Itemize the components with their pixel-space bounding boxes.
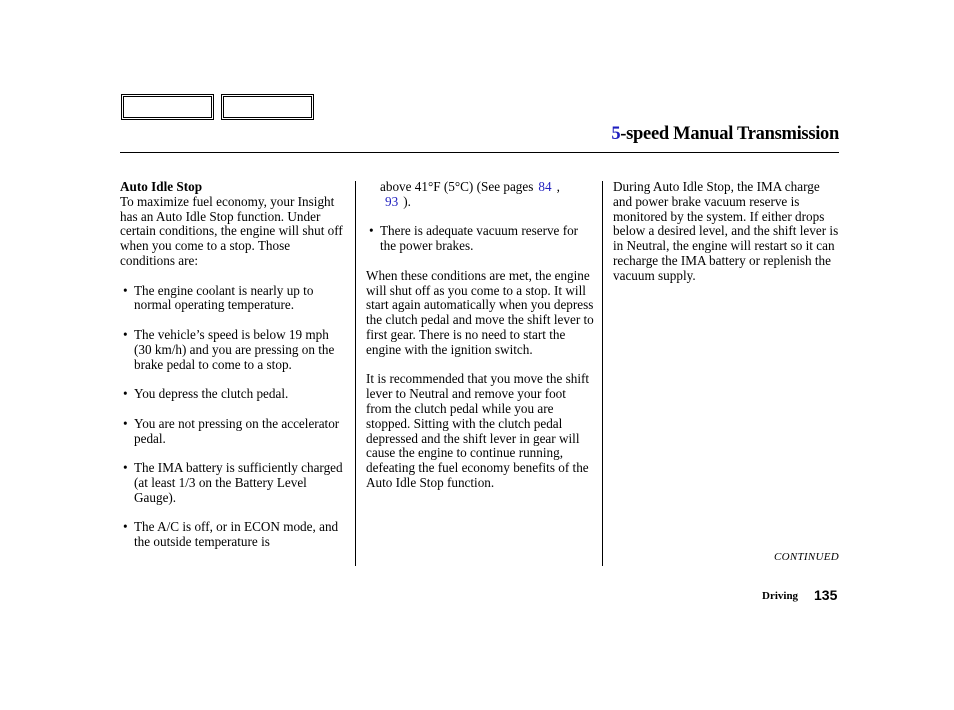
section-heading: Auto Idle Stop (120, 179, 203, 194)
footer-section-name: Driving (762, 590, 799, 602)
condition-bullet: • You depress the clutch pedal. (120, 387, 348, 402)
condition-bullet: • The IMA battery is sufficiently charged (at least 1/3 on the Battery Level Gauge). (120, 461, 348, 505)
condition-bullet: • You are not pressing on the accelerator pedal. (120, 417, 348, 447)
title-number: 5 (611, 124, 621, 144)
body-paragraph: When these conditions are met, the engine will shut off as you come to a stop. It will start again automatically when you depress the clutch pedal and move the shift lever to first gear. There is no need to start the engine with the ignition switch. (366, 267, 594, 357)
column-divider (602, 181, 603, 566)
continued-label: CONTINUED (773, 551, 839, 563)
condition-bullet: • The A/C is off, or in ECON mode, and the outside temperature is (120, 520, 348, 550)
condition-bullet: • The vehicle’s speed is below 19 mph (30 km/h) and you are pressing on the brake pedal to come to a stop. (120, 328, 348, 372)
continued-text: above 41°F (5°C) (See pages (380, 179, 534, 194)
page-number: 135 (814, 587, 838, 603)
body-paragraph: During Auto Idle Stop, the IMA charge and power brake vacuum reserve is monitored by the system. If either drops below a desired level, and the shift lever is in Neutral, the engine will restart so it can recharge the IMA battery or replenish the vacuum supply. (613, 179, 839, 283)
page-link-84[interactable]: 84 (538, 179, 552, 194)
title-text: -speed Manual Transmission (620, 124, 839, 144)
column-divider (355, 181, 356, 566)
continued-bullet: above 41°F (5°C) (See pages 84 , 93 ). (380, 179, 560, 209)
page-link-93[interactable]: 93 (385, 193, 399, 209)
continued-text-end: ). (403, 193, 411, 209)
column-3 (613, 180, 839, 284)
condition-bullet: • The engine coolant is nearly up to normal operating temperature. (120, 284, 348, 314)
column-2 (366, 180, 594, 491)
page-title (611, 124, 839, 145)
body-paragraph: It is recommended that you move the shift lever to Neutral and remove your foot from the clutch pedal while you are stopped. Sitting with the clutch pedal depressed and the shift lever in gear will cause the engine to continue running, defeating the fuel economy benefits of the Auto Idle Stop function. (366, 371, 590, 490)
title-rule (120, 152, 839, 153)
nav-button-next[interactable] (221, 94, 314, 120)
condition-bullet: • There is adequate vacuum reserve for the power brakes. (366, 224, 594, 254)
nav-button-previous[interactable] (121, 94, 214, 120)
column-1 (120, 180, 348, 550)
intro-paragraph: To maximize fuel economy, your Insight has an Auto Idle Stop function. Under certain conditions, the engine will shut off when you come to a stop. Those conditions are: (120, 193, 343, 268)
